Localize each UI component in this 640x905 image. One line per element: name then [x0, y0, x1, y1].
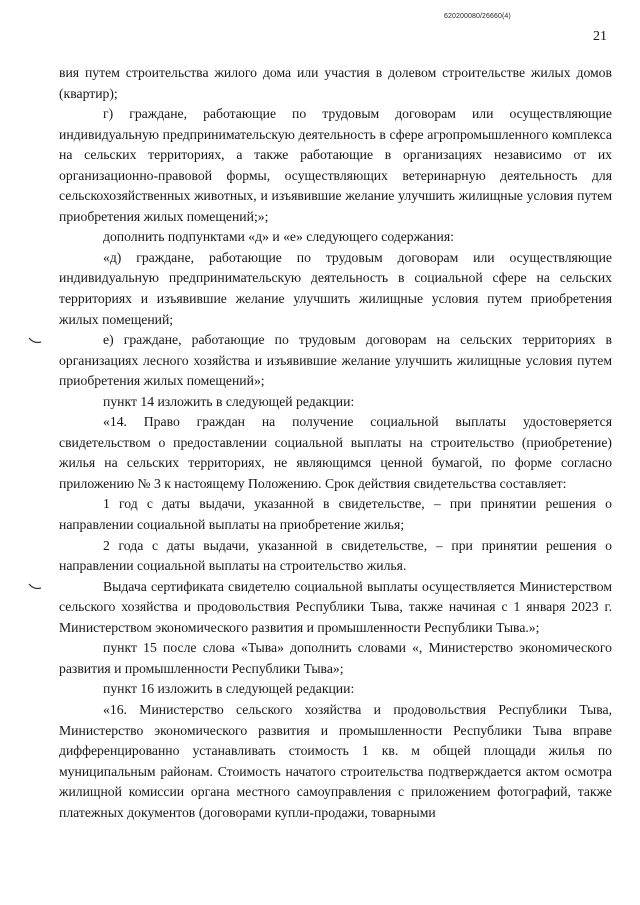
page-number: 21	[593, 29, 607, 44]
paragraph: «16. Министерство сельского хозяйства и продовольствия Республики Тыва, Министерство экономического развития и промышленности Республики Тыва вправе дифференцированно устанавливать стоимость 1 кв. м общей площади жилья по муниципальным районам. Стоимость начатого строительства подтверждается актом осмотра жилищной комиссии органа местного самоуправления с приложением фотографий, также платежных документов (договорами купли-продажи, товарными	[59, 701, 612, 820]
paragraph: пункт 15 после слова «Тыва» дополнить словами «, Министерство экономического развития и промышленности Республики Тыва»;	[59, 640, 612, 676]
paragraph: Выдача сертификата свидетелю социальной выплаты осуществляется Министерством сельского хозяйства и продовольствия Республики Тыва, также начиная с 1 января 2023 г. Министерством экономического развития и промышленности Республики Тыва.»;	[59, 578, 612, 635]
paragraph: г) граждане, работающие по трудовым договорам или осуществляющие индивидуальную предпринимательскую деятельность в сфере агропромышленного комплекса на сельских территориях, а также работающие в организациях независимо от их организационно-правовой формы, осуществляющих ветеринарную деятельность для сельскохозяйственных животных, и изъявившие желание улучшить жилищные условия путем приобретения жилых помещений;»;	[59, 106, 612, 224]
paragraph: «д) граждане, работающие по трудовым договорам или осуществляющие индивидуальную предпринимательскую деятельность в социальной сфере на сельских территориях и изъявившие желание улучшить жилищные условия путем приобретения жилых помещений;	[59, 249, 612, 327]
paragraph: е) граждане, работающие по трудовым договорам на сельских территориях в организациях лесного хозяйства и изъявившие желание улучшить жилищные условия путем приобретения жилых помещений»;	[59, 332, 612, 389]
paragraph: 1 год с даты выдачи, указанной в свидетельстве, – при принятии решения о направлении социальной выплаты на приобретение жилья;	[59, 496, 612, 533]
paragraph: пункт 14 изложить в следующей редакции:	[103, 393, 355, 409]
paragraph: вия путем строительства жилого дома или участия в долевом строительстве жилых домов (квартир);	[59, 65, 612, 101]
margin-binding-mark	[28, 336, 42, 346]
paragraph: «14. Право граждан на получение социальной выплаты удостоверяется свидетельством о предоставлении социальной выплаты на строительство (приобретение) жилья на сельских территориях, не являющимся ценной бумагой, по форме согласно приложению № 3 к настоящему Положению. Срок действия свидетельства составляет:	[59, 414, 612, 491]
paragraph: пункт 16 изложить в следующей редакции:	[103, 681, 355, 697]
document-body	[59, 63, 612, 823]
document-id: 620200080/26660(4)	[444, 13, 511, 20]
paragraph: дополнить подпунктами «д» и «е» следующего содержания:	[103, 229, 454, 245]
paragraph: 2 года с даты выдачи, указанной в свидетельстве, – при принятии решения о направлении социальной выплаты на строительство жилья.	[59, 537, 612, 574]
margin-binding-mark	[28, 582, 42, 592]
